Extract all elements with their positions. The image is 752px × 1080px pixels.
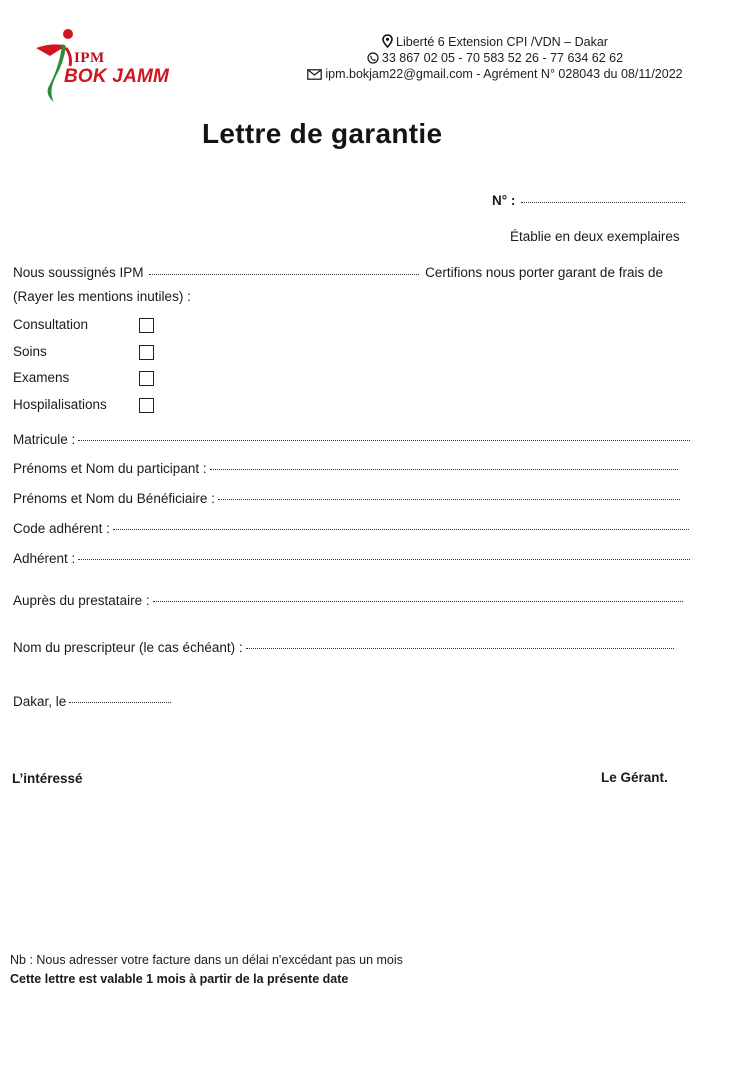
examens-checkbox[interactable] — [139, 371, 154, 386]
hospitalisations-checkbox[interactable] — [139, 398, 154, 413]
intro-instruction: (Rayer les mentions inutiles) : — [13, 289, 191, 304]
soins-checkbox[interactable] — [139, 345, 154, 360]
manager-signature-label: Le Gérant. — [601, 770, 668, 785]
logo-small-text: IPM — [74, 50, 105, 66]
beneficiary-name-blank[interactable] — [218, 499, 680, 500]
copies-note: Établie en deux exemplaires — [510, 229, 680, 244]
location-pin-icon — [382, 34, 393, 48]
header-contact-info — [260, 34, 730, 82]
intro-line — [13, 265, 663, 280]
email-agrement-text: ipm.bokjam22@gmail.com - Agrément N° 028043 du 08/11/2022 — [325, 67, 683, 81]
phone-numbers: 33 867 02 05 - 70 583 52 26 - 77 634 62 62 — [381, 51, 624, 65]
intro-prefix: Nous soussignés IPM — [13, 265, 144, 280]
date-label: Dakar, le — [13, 694, 67, 709]
matricule-blank[interactable] — [78, 440, 690, 441]
service-label: Soins — [13, 343, 47, 359]
address-line — [260, 34, 730, 50]
letter-number-label: N° : — [492, 193, 516, 208]
prescriber-blank[interactable] — [246, 648, 674, 649]
intro-suffix: Certifions nous porter garant de frais de — [425, 265, 663, 280]
provider-label: Auprès du prestataire : — [13, 593, 150, 608]
service-label: Examens — [13, 370, 70, 385]
page-title: Lettre de garantie — [202, 118, 443, 149]
member-code-blank[interactable] — [113, 529, 689, 530]
date-blank[interactable] — [69, 702, 171, 703]
ipm-name-blank[interactable] — [149, 274, 419, 275]
invoice-deadline-note: Nb : Nous adresser votre facture dans un délai n'excédant pas un mois — [10, 953, 403, 967]
consultation-checkbox[interactable] — [139, 318, 154, 333]
ipm-bok-jamm-logo — [26, 26, 186, 106]
member-code-field[interactable] — [13, 521, 689, 536]
beneficiary-name-field[interactable] — [13, 491, 680, 506]
logo-brand-text: BOK JAMM — [64, 66, 170, 87]
letter-number-field[interactable] — [492, 193, 687, 208]
envelope-icon — [307, 69, 322, 80]
validity-note: Cette lettre est valable 1 mois à partir de la présente date — [10, 972, 349, 986]
member-label: Adhérent : — [13, 551, 76, 566]
participant-name-label: Prénoms et Nom du participant : — [13, 461, 207, 476]
phone-icon — [367, 52, 379, 64]
email-line — [260, 66, 730, 82]
address-text: Liberté 6 Extension CPI /VDN – Dakar — [396, 35, 608, 49]
participant-name-field[interactable] — [13, 461, 678, 476]
matricule-label: Matricule : — [13, 432, 76, 447]
letter-number-blank[interactable] — [521, 202, 685, 203]
date-field[interactable] — [13, 694, 171, 709]
service-label: Hospilalisations — [13, 396, 107, 412]
provider-field[interactable] — [13, 593, 683, 608]
beneficiary-name-label: Prénoms et Nom du Bénéficiaire : — [13, 491, 215, 506]
member-field[interactable] — [13, 551, 690, 566]
phone-line — [260, 50, 730, 66]
matricule-field[interactable] — [13, 432, 690, 447]
provider-blank[interactable] — [153, 601, 683, 602]
service-label: Consultation — [13, 317, 89, 332]
prescriber-field[interactable] — [13, 640, 674, 655]
interested-party-signature-label: L’intéressé — [12, 771, 83, 786]
participant-name-blank[interactable] — [210, 469, 678, 470]
prescriber-label: Nom du prescripteur (le cas échéant) : — [13, 640, 243, 655]
member-code-label: Code adhérent : — [13, 521, 110, 536]
member-blank[interactable] — [78, 559, 690, 560]
